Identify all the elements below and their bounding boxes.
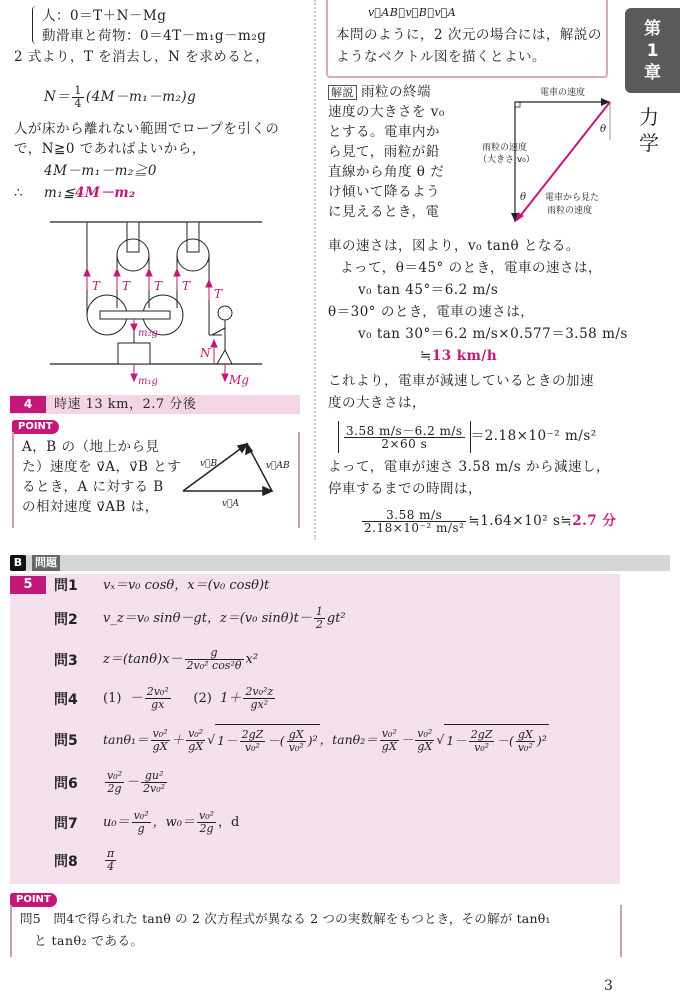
chapter-subject: 力学 [639,105,659,155]
system-brace [32,6,38,44]
text-line: v₀ tan 45°＝6.2 m/s [358,282,499,298]
label-T: T [122,279,131,293]
question-answer: vₓ＝v₀ cosθ，x＝(v₀ cosθ)t [103,578,270,593]
point-line: た）速度を v⃗A，v⃗B とす [22,459,182,475]
label-m1g: m₁g [138,376,158,387]
label-Mg: Mg [229,373,249,387]
question-number: 5 [10,576,46,594]
box-equation: v⃗AB＝v⃗B－v⃗A [368,6,457,19]
section-b-icon: B [10,555,26,571]
point-line: の相対速度 v⃗AB は， [22,499,159,515]
point-line: A，B の（地上から見 [22,439,160,455]
label-N: N [200,346,211,360]
text-line: θ＝30° のとき，電車の速さは， [328,304,535,320]
question-label: 問7 [54,816,78,832]
answer-line: ≒13 km/h [420,348,498,364]
label-rain-velocity: 雨粒の速度 [482,143,528,153]
text-line: 度の大きさは， [328,395,426,411]
question-answer: $\frac{\pi}{4}$ [107,847,115,873]
question-answer: (1) － $\frac{\text{2v₀²}}{gx}$ (2) 1＋ $\frac{\text{2v₀²z}}{\text{gx²}}$ [103,685,274,711]
point-line: 問5 問4で得られた tanθ の 2 次方程式が異なる 2 つの実数解をもつとき，その解が tanθ₁ [20,911,551,926]
section-bar [10,555,670,571]
label-m2g: m₂g [138,328,158,339]
label-theta: θ [600,124,607,135]
pulley-diagram [40,215,280,390]
answer-text: 時速 13 km，2.7 分後 [54,397,197,412]
system-eq-1: 人：0＝T＋N－Mg [42,8,167,24]
page-number: 3 [604,978,613,994]
point-line: と tanθ₂ である。 [34,933,144,948]
para-line: 直線から角度 θ だ [328,164,445,180]
question-label: 問6 [54,776,78,792]
question-answer: v_z＝v₀ sinθ－gt，z＝(v₀ sinθ)t－ $\frac{1}{2}$ gt² [103,605,346,631]
para-line: け傾いて降るよう [328,184,440,200]
label-train-velocity: 電車の速度 [540,88,586,98]
inequality-1: 4M－m₁－m₂≧0 [44,163,157,179]
therefore-symbol: ∴ [14,185,24,201]
para-line: とする。電車内か [328,124,440,140]
text-line: で，N≧0 であればよいから， [14,141,206,157]
question-answer: z＝(tanθ)x－ $\frac{g}{\text{2v₀² cos²θ}}$ x² [103,646,259,672]
label-theta: θ [520,192,527,203]
system-eq-2: 動滑車と荷物：0＝4T－m₁g－m₂g [42,28,267,44]
chapter-tab-line: 1 [646,41,659,61]
text-line: これより，電車が減速しているときの加速 [328,373,594,389]
chapter-tab-line: 章 [644,63,661,83]
label-T: T [182,279,191,293]
kaisetsu-label: 解説 [328,85,357,100]
label-vAB: v⃗AB [266,461,290,471]
inequality-2: m₁≦4M－m₂ [44,185,136,201]
question-label: 問1 [54,578,78,594]
label-vB: v⃗B [200,459,218,469]
label-seen-from-train-2: 雨粒の速度 [547,206,593,216]
absolute-value: $\frac{3.58 m/s-6.2 m/s}{2\times 60 s}$ [338,421,471,453]
text-line: よって，電車が速さ 3.58 m/s から減速し， [328,459,610,475]
fraction: $\frac{1}{4}$ [74,84,82,110]
label-seen-from-train: 電車から見た [545,193,600,203]
question-label: 問8 [54,854,78,870]
label-T: T [154,279,163,293]
question-answer: tanθ₁＝ $\frac{\text{v₀²}}{gX}$ ＋ $\frac{\text{v₀²}}{gX}$ √ 1－ $\frac{2gZ}{\text{v₀²}}$ －( $\frac{gX}{\text{v₀²}}$ )² ，tanθ₂＝ $\frac{\text{v₀²}}{gX}$ － $\frac{\text{v₀²}}{gX}$ √ 1－ $\frac{2gZ}{\text{v₀²}}$ －( $\frac{gX}{\text{v₀²}}$ )² [103,724,549,757]
text-line: 停車するまでの時間は， [328,481,482,497]
question-label: 問2 [54,612,78,628]
answer-number: 4 [10,396,46,413]
question-answer: $\frac{\text{v₀²}}{2g}$ － $\frac{\text{gu²}}{\text{2v₀²}}$ [107,769,166,795]
label-rain-magnitude: （大きさ v₀） [478,155,535,165]
point-line: るとき，A に対する B [22,479,164,495]
chapter-tab[interactable] [625,8,680,93]
question-answer: u₀＝ $\frac{\text{v₀²}}{g}$ ，w₀＝ $\frac{\text{v₀²}}{2g}$ ，d [103,809,240,835]
text-line: 人が床から離れない範囲でロープを引くの [14,121,280,137]
answer-highlight: 2.7 分 [572,513,617,529]
label-vA: v⃗A [222,499,239,509]
column-divider [314,0,316,540]
acceleration-equation: $\frac{3.58 m/s-6.2 m/s}{2\times 60 s}$ ＝2.18×10⁻² m/s² [338,420,597,453]
question-label: 問5 [54,733,78,749]
answer-highlight: 4M－m₂ [75,185,136,201]
text-line: 車の速さは，図より，v₀ tanθ となる。 [328,238,580,254]
para-line: 速度の大きさを v₀ [328,104,445,120]
rain-velocity-diagram [470,80,620,230]
text-line: v₀ tan 30°＝6.2 m/s×0.577＝3.58 m/s [358,326,628,342]
text-line: よって，θ＝45° のとき，電車の速さは， [340,260,603,276]
kaisetsu-para-line: 解説 雨粒の終端 [328,83,431,101]
label-T: T [214,287,223,301]
para-line: ら見て，雨粒が鉛 [328,144,440,160]
question-label: 問4 [54,692,78,708]
question-label: 問3 [54,653,78,669]
point-badge: POINT [12,420,59,434]
equation-N: N＝ $\frac{1}{4}$ (4M－m₁－m₂)g [44,84,197,110]
box-line: ようなベクトル図を描くとよい。 [336,49,546,65]
answer-highlight: 13 km/h [431,348,498,364]
section-label: 問題 [32,555,60,571]
text-line: 2 式より，T を消去し，N を求めると， [14,49,270,65]
label-T: T [92,279,101,293]
point-badge: POINT [10,893,57,907]
time-equation: $\frac{3.58 m/s}{\text{2.18×10⁻² m/s²}}$ ≒1.64×10² s≒2.7 分 [364,508,617,535]
box-line: 本問のように，2 次元の場合には，解説の [336,27,602,43]
para-line: に見えるとき，電 [328,204,440,220]
relative-velocity-diagram [170,430,310,525]
chapter-tab-line: 第 [644,19,661,39]
